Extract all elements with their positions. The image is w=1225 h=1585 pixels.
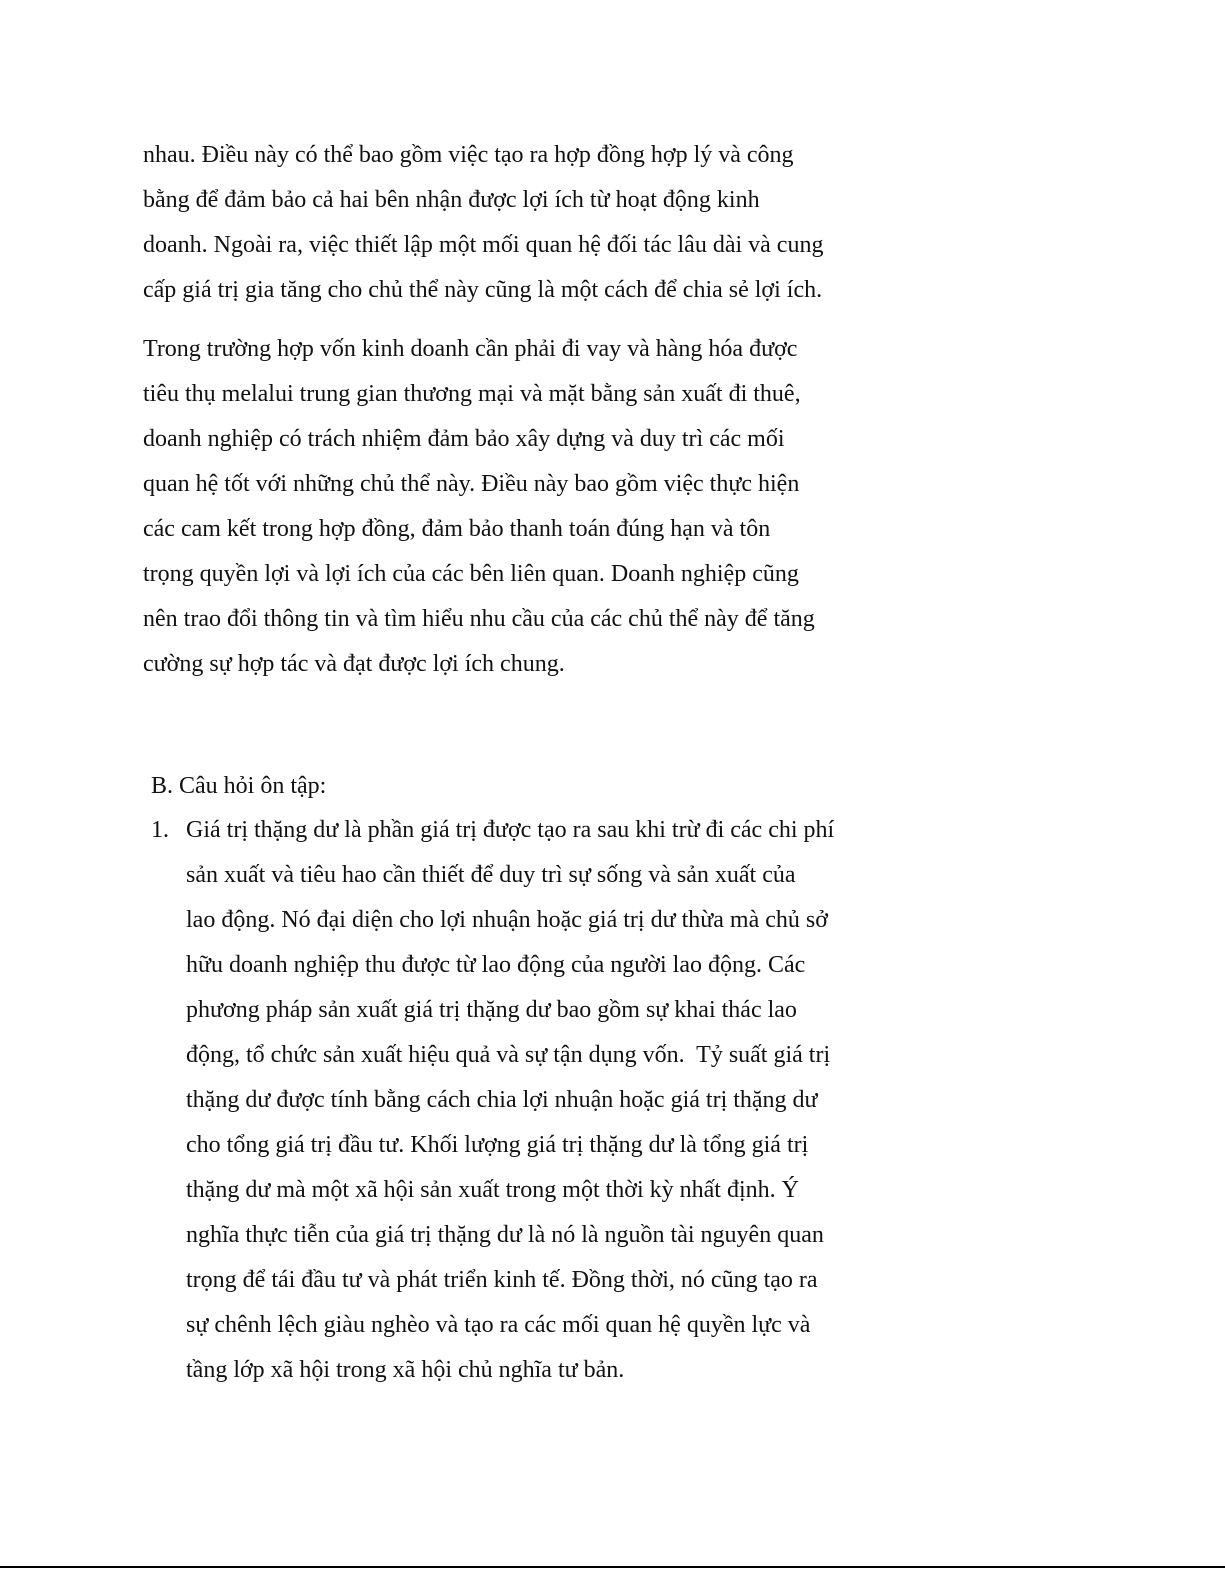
text-line: động, tổ chức sản xuất hiệu quả và sự tận dụng vốn. Tỷ suất giá trị: [186, 1042, 831, 1068]
text-line: sản xuất và tiêu hao cần thiết để duy trì sự sống và sản xuất của: [186, 862, 796, 888]
page-bottom-border: [0, 1566, 1225, 1568]
text-line: Giá trị thặng dư là phần giá trị được tạo ra sau khi trừ đi các chi phí: [186, 817, 835, 843]
text-line: quan hệ tốt với những chủ thể này. Điều này bao gồm việc thực hiện: [143, 471, 800, 497]
text-line: cấp giá trị gia tăng cho chủ thể này cũng là một cách để chia sẻ lợi ích.: [143, 277, 823, 303]
text-line: doanh. Ngoài ra, việc thiết lập một mối quan hệ đối tác lâu dài và cung: [143, 232, 824, 258]
paragraph-stakeholder-obligations: [143, 327, 903, 687]
text-line: trọng quyền lợi và lợi ích của các bên liên quan. Doanh nghiệp cũng: [143, 561, 799, 587]
text-line: hữu doanh nghiệp thu được từ lao động của người lao động. Các: [186, 952, 806, 978]
text-line: cho tổng giá trị đầu tư. Khối lượng giá trị thặng dư là tổng giá trị: [186, 1132, 809, 1158]
text-line: nên trao đổi thông tin và tìm hiểu nhu cầu của các chủ thể này để tăng: [143, 606, 815, 632]
text-line: sự chênh lệch giàu nghèo và tạo ra các mối quan hệ quyền lực và: [186, 1312, 811, 1338]
text-line: bằng để đảm bảo cả hai bên nhận được lợi ích từ hoạt động kinh: [143, 187, 760, 213]
text-line: tầng lớp xã hội trong xã hội chủ nghĩa tư bản.: [186, 1357, 625, 1383]
list-item: [151, 808, 911, 1393]
text-line: tiêu thụ melalui trung gian thương mại và mặt bằng sản xuất đi thuê,: [143, 381, 801, 407]
text-line: phương pháp sản xuất giá trị thặng dư bao gồm sự khai thác lao: [186, 997, 797, 1023]
text-line: các cam kết trong hợp đồng, đảm bảo thanh toán đúng hạn và tôn: [143, 516, 771, 542]
review-question-list: [151, 808, 911, 1393]
list-item-number: 1.: [151, 817, 169, 843]
text-line: nhau. Điều này có thể bao gồm việc tạo ra hợp đồng hợp lý và công: [143, 142, 794, 168]
text-line: doanh nghiệp có trách nhiệm đảm bảo xây dựng và duy trì các mối: [143, 426, 785, 452]
text-line: nghĩa thực tiễn của giá trị thặng dư là nó là nguồn tài nguyên quan: [186, 1222, 824, 1248]
text-line: Trong trường hợp vốn kinh doanh cần phải đi vay và hàng hóa được: [143, 336, 798, 362]
text-line: thặng dư mà một xã hội sản xuất trong một thời kỳ nhất định. Ý: [186, 1177, 799, 1203]
text-line: cường sự hợp tác và đạt được lợi ích chung.: [143, 651, 565, 677]
text-line: thặng dư được tính bằng cách chia lợi nhuận hoặc giá trị thặng dư: [186, 1087, 818, 1113]
paragraph-partner-relations: [143, 133, 903, 313]
section-heading: B. Câu hỏi ôn tập:: [151, 773, 327, 799]
text-line: trọng để tái đầu tư và phát triển kinh tế. Đồng thời, nó cũng tạo ra: [186, 1267, 818, 1293]
text-line: lao động. Nó đại diện cho lợi nhuận hoặc giá trị dư thừa mà chủ sở: [186, 907, 828, 933]
